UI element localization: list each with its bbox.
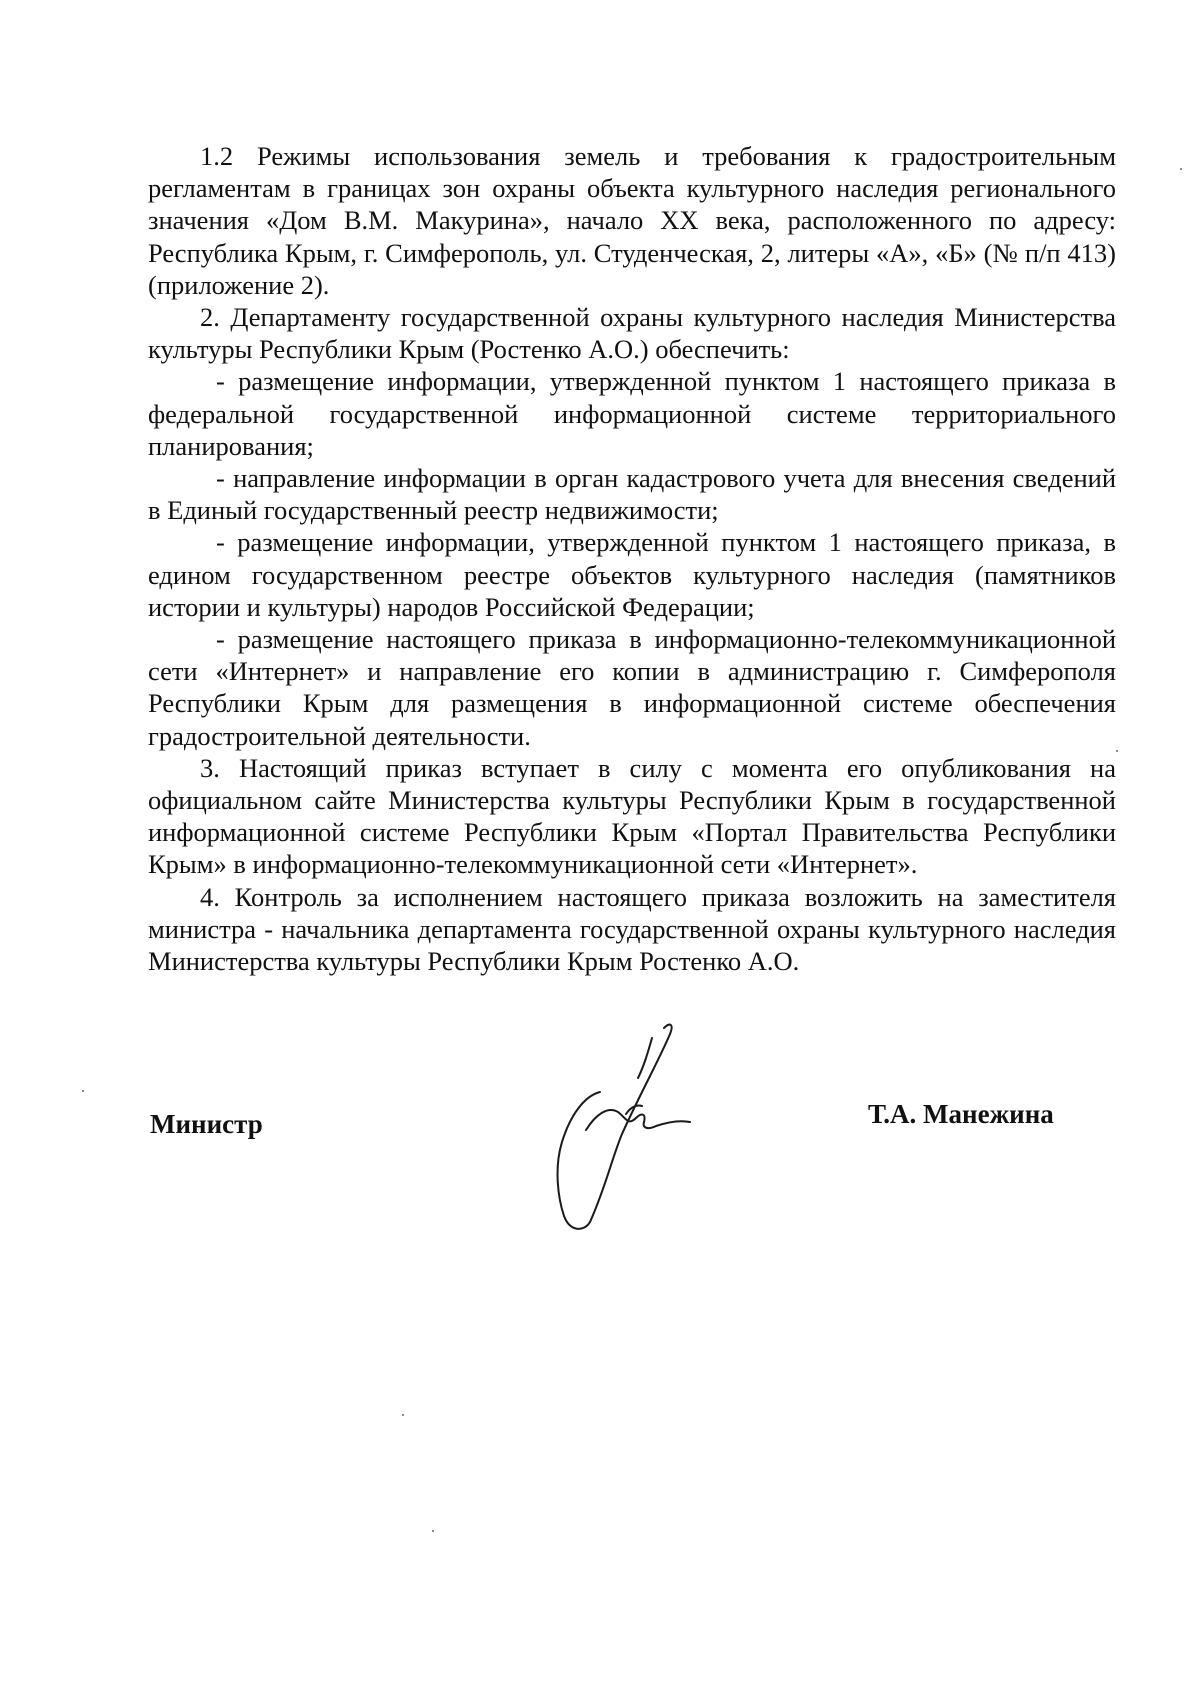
bullet-cadastral: - направление информации в орган кадастрового учета для внесения сведений в Единый государственный реестр недвижимости;: [148, 463, 1116, 526]
paragraph-2: 2. Департаменту государственной охраны культурного наследия Министерства культуры Республики Крым (Ростенко А.О.) обеспечить:: [148, 302, 1116, 365]
bullet-internet-publication: - размещение настоящего приказа в информационно-телекоммуникационной сети «Интернет» и направление его копии в администрацию г. Симферополя Республики Крым для размещения в информационной системе обеспечения градостроительной деятельности.: [148, 624, 1116, 751]
scan-speck: [402, 1414, 404, 1416]
paragraph-3: 3. Настоящий приказ вступает в силу с момента его опубликования на официальном сайте Министерства культуры Республики Крым в государственной информационной системе Республики Крым «Портал Правительства Республики Крым» в информационно-телекоммуникационной сети «Интернет».: [148, 752, 1116, 880]
handwritten-signature: [556, 1018, 736, 1238]
scan-speck: [432, 1530, 434, 1532]
scan-speck: [1180, 168, 1182, 170]
paragraph-1-2: 1.2 Режимы использования земель и требования к градостроительным регламентам в границах зон охраны объекта культурного наследия регионального значения «Дом В.М. Макурина», начало XX века, расположенного по адресу: Республика Крым, г. Симферополь, ул. Студенческая, 2, литеры «А», «Б» (№ п/п 413) (приложение 2).: [148, 141, 1116, 300]
document-body: [148, 140, 1116, 977]
position-title: Министр: [150, 1109, 263, 1139]
bullet-heritage-registry: - размещение информации, утвержденной пунктом 1 настоящего приказа, в едином государственном реестре объектов культурного наследия (памятников истории и культуры) народов Российской Федерации;: [148, 527, 1116, 622]
paragraph-4: 4. Контроль за исполнением настоящего приказа возложить на заместителя министра - начальника департамента государственной охраны культурного наследия Министерства культуры Республики Крым Ростенко А.О.: [148, 881, 1116, 977]
scan-speck: [1116, 750, 1118, 752]
scan-speck: [82, 1090, 84, 1092]
bullet-fgis-tp: - размещение информации, утвержденной пунктом 1 настоящего приказа в федеральной государственной информационной системе территориального планирования;: [148, 366, 1116, 461]
signatory-name: Т.А. Манежина: [868, 1099, 1054, 1129]
